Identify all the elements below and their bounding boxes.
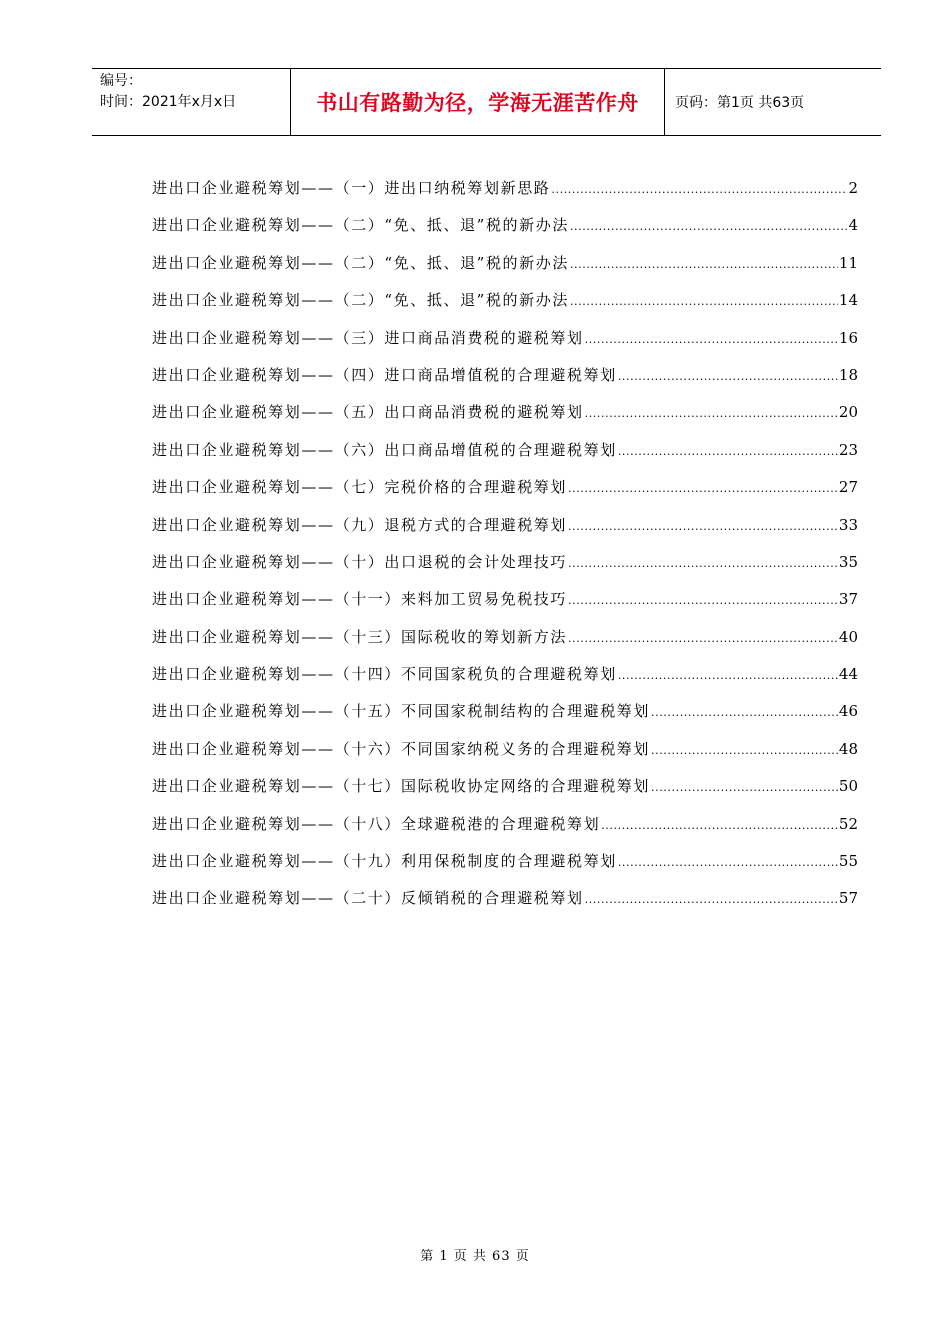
table-of-contents [152,177,858,925]
toc-entry-page: 57 [838,889,858,908]
header-meta [92,69,291,135]
toc-entry-title: 进出口企业避税筹划——（十四）不同国家税负的合理避税筹划 [152,665,617,684]
toc-entry[interactable] [152,252,858,289]
toc-entry-title: 进出口企业避税筹划——（五）出口商品消费税的避税筹划 [152,403,584,422]
toc-entry[interactable] [152,887,858,924]
toc-entry[interactable] [152,364,858,401]
toc-entry[interactable] [152,327,858,364]
document-time-label: 时间：2021年x月x日 [100,94,237,110]
toc-dot-leader [568,520,838,533]
toc-dot-leader [585,407,838,420]
header-motto: 书山有路勤为径，学海无涯苦作舟 [291,69,665,135]
toc-entry-page: 23 [838,440,858,459]
toc-entry[interactable] [152,439,858,476]
toc-entry-title: 进出口企业避税筹划——（二）“免、抵、退”税的新办法 [152,291,569,310]
toc-dot-leader [585,893,838,906]
toc-entry-title: 进出口企业避税筹划——（二十）反倾销税的合理避税筹划 [152,889,584,908]
page-footer: 第 1 页 共 63 页 [420,1249,530,1264]
toc-entry-page: 50 [838,777,858,796]
toc-entry-page: 18 [838,365,858,384]
toc-entry-title: 进出口企业避税筹划——（十八）全球避税港的合理避税筹划 [152,814,601,833]
toc-dot-leader [568,482,838,495]
toc-entry-title: 进出口企业避税筹划——（二）“免、抵、退”税的新办法 [152,216,569,235]
toc-entry-page: 27 [838,478,858,497]
toc-entry-title: 进出口企业避税筹划——（六）出口商品增值税的合理避税筹划 [152,440,617,459]
toc-dot-leader [618,370,838,383]
toc-entry-page: 11 [838,253,858,272]
page-header [92,68,881,136]
toc-dot-leader [618,669,838,682]
toc-entry[interactable] [152,476,858,513]
toc-entry-title: 进出口企业避税筹划——（十七）国际税收协定网络的合理避税筹划 [152,777,651,796]
toc-entry[interactable] [152,401,858,438]
toc-entry-title: 进出口企业避税筹划——（四）进口商品增值税的合理避税筹划 [152,365,617,384]
toc-entry-title: 进出口企业避税筹划——（七）完税价格的合理避税筹划 [152,478,568,497]
toc-entry-page: 35 [838,552,858,571]
toc-entry-title: 进出口企业避税筹划——（十）出口退税的会计处理技巧 [152,552,568,571]
toc-dot-leader [585,333,838,346]
toc-dot-leader [651,706,838,719]
toc-dot-leader [618,445,838,458]
toc-entry-page: 2 [848,179,858,197]
toc-entry-page: 20 [838,403,858,422]
toc-entry-title: 进出口企业避税筹划——（十五）不同国家税制结构的合理避税筹划 [152,702,651,721]
toc-entry-page: 55 [838,852,858,871]
toc-entry-page: 52 [838,814,858,833]
toc-entry-title: 进出口企业避税筹划——（十九）利用保税制度的合理避税筹划 [152,852,617,871]
toc-entry-page: 44 [838,665,858,684]
toc-entry-title: 进出口企业避税筹划——（二）“免、抵、退”税的新办法 [152,253,569,272]
header-page-label: 页码：第1页 共63页 [675,95,805,111]
toc-entry-page: 40 [838,627,858,646]
toc-entry-title: 进出口企业避税筹划——（一）进出口纳税筹划新思路 [152,179,551,197]
toc-entry[interactable] [152,738,858,775]
document-number-label: 编号： [100,73,142,89]
toc-entry[interactable] [152,663,858,700]
toc-entry-title: 进出口企业避税筹划——（十三）国际税收的筹划新方法 [152,627,568,646]
toc-entry[interactable] [152,514,858,551]
toc-entry-title: 进出口企业避税筹划——（十六）不同国家纳税义务的合理避税筹划 [152,739,651,758]
toc-entry-page: 16 [838,328,858,347]
toc-entry-page: 14 [838,291,858,310]
toc-dot-leader [570,220,848,233]
toc-entry-page: 4 [848,216,858,235]
toc-entry-title: 进出口企业避税筹划——（十一）来料加工贸易免税技巧 [152,590,568,609]
toc-dot-leader [570,295,838,308]
toc-entry-title: 进出口企业避税筹划——（九）退税方式的合理避税筹划 [152,515,568,534]
toc-entry[interactable] [152,775,858,812]
toc-entry[interactable] [152,850,858,887]
toc-entry-page: 48 [838,739,858,758]
toc-dot-leader [601,819,838,832]
toc-entry[interactable] [152,289,858,326]
toc-dot-leader [568,594,838,607]
toc-entry[interactable] [152,813,858,850]
toc-dot-leader [651,744,838,757]
toc-entry-page: 37 [838,590,858,609]
toc-dot-leader [618,856,838,869]
toc-dot-leader [568,557,838,570]
toc-entry[interactable] [152,551,858,588]
toc-entry-title: 进出口企业避税筹划——（三）进口商品消费税的避税筹划 [152,328,584,347]
toc-dot-leader [651,781,838,794]
toc-entry[interactable] [152,177,858,214]
toc-entry[interactable] [152,700,858,737]
toc-entry[interactable] [152,214,858,251]
toc-dot-leader [568,632,838,645]
toc-entry-page: 46 [838,702,858,721]
toc-entry[interactable] [152,626,858,663]
toc-entry[interactable] [152,588,858,625]
toc-dot-leader [551,183,847,196]
toc-entry-page: 33 [838,515,858,534]
toc-dot-leader [570,258,838,271]
